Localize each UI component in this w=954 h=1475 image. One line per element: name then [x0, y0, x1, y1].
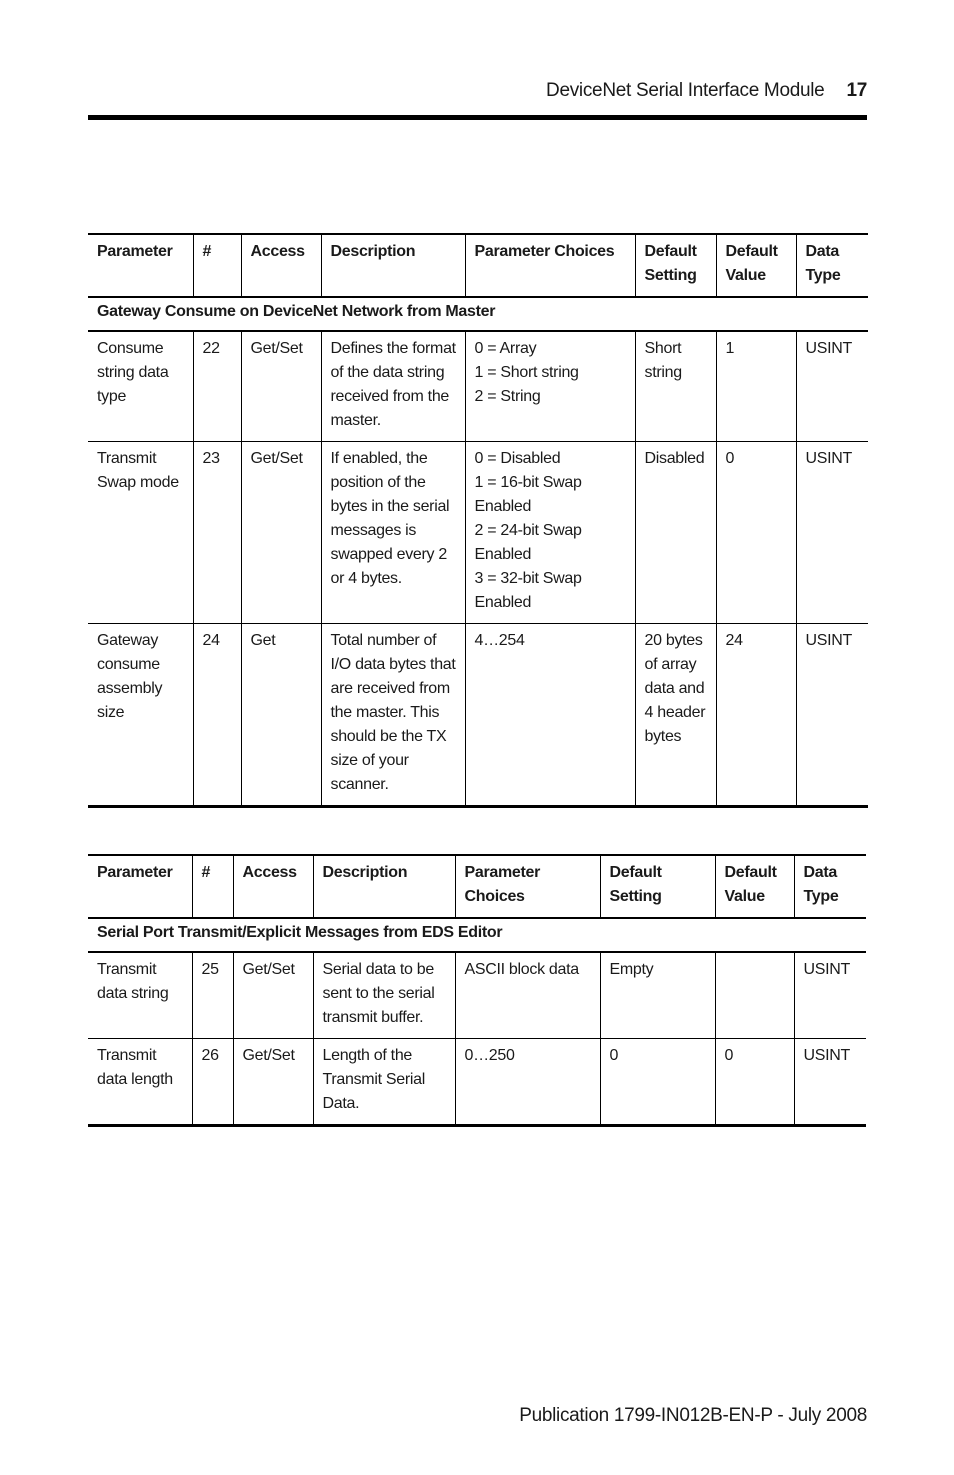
data-type-cell: USINT: [794, 1039, 866, 1126]
choice-item: 1 = 16-bit Swap Enabled: [474, 474, 582, 515]
choice-item: ASCII block data: [464, 961, 579, 978]
header-rule: [88, 115, 867, 120]
column-header: Parameter: [97, 864, 173, 881]
access-cell: Get/Set: [241, 442, 321, 624]
table-row: [88, 624, 868, 807]
description-cell: Length of the Transmit Serial Data.: [313, 1039, 455, 1126]
access-cell: Get/Set: [241, 331, 321, 442]
choices-cell: [465, 331, 635, 442]
number-cell: 25: [192, 952, 233, 1039]
column-header: Data Type: [796, 234, 868, 297]
column-header: Access: [233, 855, 313, 918]
number-cell: 23: [193, 442, 241, 624]
default-setting-cell: Disabled: [635, 442, 716, 624]
column-header: #: [193, 234, 241, 297]
choice-item: 2 = String: [474, 388, 541, 405]
column-header: Parameter: [97, 243, 173, 260]
choice-item: 0…250: [464, 1047, 515, 1064]
choices-cell: [455, 952, 600, 1039]
data-type-cell: USINT: [796, 331, 868, 442]
data-type-cell: USINT: [796, 624, 868, 807]
parameter-cell: Consume string data type: [97, 340, 169, 405]
table-row: [88, 442, 868, 624]
column-header: Description: [321, 234, 465, 297]
default-value-cell: [715, 952, 794, 1039]
column-header: Default Setting: [600, 855, 715, 918]
column-header: Default Setting: [635, 234, 716, 297]
default-setting-cell: Empty: [600, 952, 715, 1039]
section-row: [88, 297, 868, 331]
choices-cell: [455, 1039, 600, 1126]
column-header: Data Type: [794, 855, 866, 918]
column-header: Parameter Choices: [465, 234, 635, 297]
parameter-cell: Gateway consume assembly size: [97, 632, 163, 721]
parameter-cell: Transmit data string: [97, 961, 169, 1002]
default-value-cell: 0: [715, 1039, 794, 1126]
default-value-cell: 0: [716, 442, 796, 624]
column-header: #: [192, 855, 233, 918]
choices-cell: [465, 442, 635, 624]
number-cell: 26: [192, 1039, 233, 1126]
choices-cell: [465, 624, 635, 807]
choice-item: 4…254: [474, 632, 525, 649]
description-cell: Serial data to be sent to the serial transmit buffer.: [313, 952, 455, 1039]
table-header-row: [88, 234, 868, 297]
serial-transmit-table: [88, 854, 866, 1127]
column-header: Parameter Choices: [455, 855, 600, 918]
page-number: 17: [846, 80, 867, 101]
choice-item: 2 = 24-bit Swap Enabled: [474, 522, 582, 563]
table-row: [88, 331, 868, 442]
gateway-consume-table: [88, 233, 868, 808]
column-header: Description: [313, 855, 455, 918]
choice-item: 1 = Short string: [474, 364, 579, 381]
description-cell: Defines the format of the data string received from the master.: [321, 331, 465, 442]
column-header: Default Value: [715, 855, 794, 918]
access-cell: Get/Set: [233, 1039, 313, 1126]
default-setting-cell: Short string: [635, 331, 716, 442]
default-setting-cell: 20 bytes of array data and 4 header bytes: [635, 624, 716, 807]
parameter-cell: Transmit data length: [97, 1047, 173, 1088]
column-header: Default Value: [716, 234, 796, 297]
table-header-row: [88, 855, 866, 918]
section-title: Gateway Consume on DeviceNet Network from Master: [88, 297, 868, 331]
default-value-cell: 1: [716, 331, 796, 442]
number-cell: 24: [193, 624, 241, 807]
choice-item: 3 = 32-bit Swap Enabled: [474, 570, 582, 611]
number-cell: 22: [193, 331, 241, 442]
description-cell: Total number of I/O data bytes that are received from the master. This should be the TX size of your scanner.: [321, 624, 465, 807]
table-row: [88, 1039, 866, 1126]
publication-footer: Publication 1799-IN012B-EN-P - July 2008: [519, 1405, 867, 1426]
choice-item: 0 = Array: [474, 340, 537, 357]
table-row: [88, 952, 866, 1039]
document-title: DeviceNet Serial Interface Module: [546, 80, 825, 101]
page-header: [88, 80, 867, 108]
column-header: Access: [241, 234, 321, 297]
default-value-cell: 24: [716, 624, 796, 807]
access-cell: Get: [241, 624, 321, 807]
access-cell: Get/Set: [233, 952, 313, 1039]
default-setting-cell: 0: [600, 1039, 715, 1126]
choice-item: 0 = Disabled: [474, 450, 561, 467]
data-type-cell: USINT: [794, 952, 866, 1039]
section-row: [88, 918, 866, 952]
data-type-cell: USINT: [796, 442, 868, 624]
parameter-cell: Transmit Swap mode: [97, 450, 179, 491]
section-title: Serial Port Transmit/Explicit Messages from EDS Editor: [88, 918, 866, 952]
description-cell: If enabled, the position of the bytes in the serial messages is swapped every 2 or 4 bytes.: [321, 442, 465, 624]
